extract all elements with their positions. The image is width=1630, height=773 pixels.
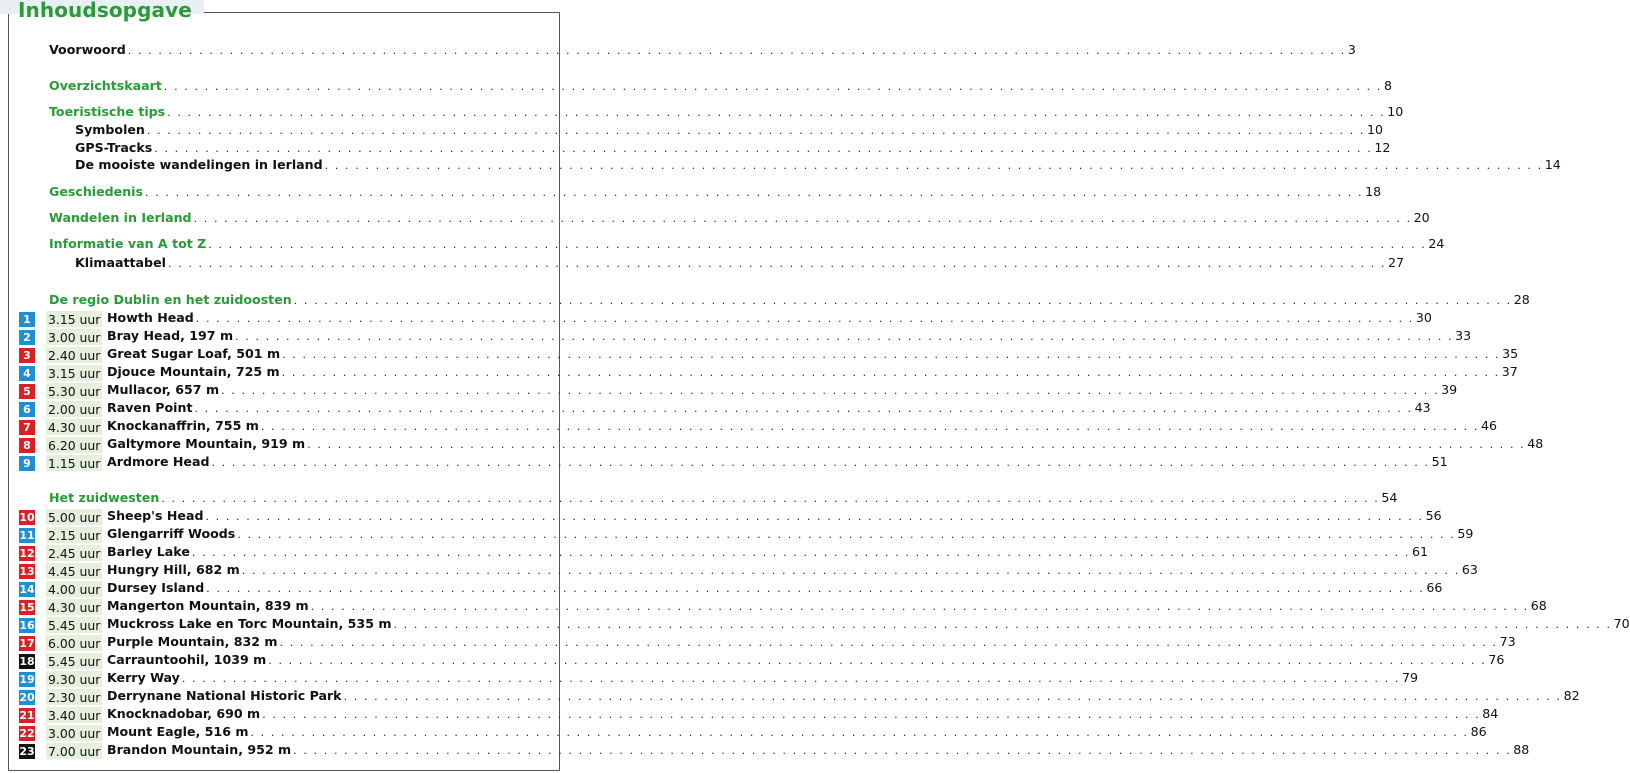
- tour-number-badge: 22: [19, 727, 35, 740]
- page-number: 3: [1347, 42, 1356, 57]
- toc-entry: [0, 184, 1382, 202]
- dot-leader: . . . . . . . . . . . . . . . . . . . . . . . . . . . . . . . . . . . . . . . . . . . . . . . . . . . . . . . . . . . . . . . . . . . . . . . . . . . . . . . . . . . . . . . . . . . . . . . . . . . . . . . . . . . . . . . . . . . . . . . .: [260, 420, 1479, 433]
- dot-leader: . . . . . . . . . . . . . . . . . . . . . . . . . . . . . . . . . . . . . . . . . . . . . . . . . . . . . . . . . . . . . . . . . . . . . . . . . . . . . . . . . . . . . . . . . . . . . . . . . . . . . . . . . . . . . . . . . . . . . . . .: [206, 582, 1425, 595]
- page-number: 56: [1425, 508, 1442, 523]
- dot-leader: . . . . . . . . . . . . . . . . . . . . . . . . . . . . . . . . . . . . . . . . . . . . . . . . . . . . . . . . . . . . . . . . . . . . . . . . . . . . . . . . . . . . . . . . . . . . . . . . . . . . . . . . . . . . . . . . . . . . . . . .: [262, 708, 1481, 721]
- entry-label: Wandelen in Ierland: [49, 210, 192, 225]
- tour-duration: 2.40 uur: [48, 347, 101, 363]
- tour-number-badge: 8: [19, 438, 35, 453]
- dot-leader: . . . . . . . . . . . . . . . . . . . . . . . . . . . . . . . . . . . . . . . . . . . . . . . . . . . . . . . . . . . . . . . . . . . . . . . . . . . . . . . . . . . . . . . . . . . . . . . . . . . . . . . . . . . . . . . . . . . . . . . .: [293, 744, 1512, 757]
- tour-number-badge: 10: [19, 511, 35, 524]
- page-number: 76: [1488, 652, 1505, 667]
- tour-duration: 6.00 uur: [48, 635, 101, 651]
- dot-leader: . . . . . . . . . . . . . . . . . . . . . . . . . . . . . . . . . . . . . . . . . . . . . . . . . . . . . . . . . . . . . . . . . . . . . . . . . . . . . . . . . . . . . . . . . . . . . . . . . . . . . . . . . . . . . . . . . . . . . . . .: [268, 654, 1487, 667]
- page-number: 18: [1365, 184, 1382, 199]
- entry-label: GPS-Tracks: [75, 140, 153, 155]
- entry-label: Carrauntoohil, 1039 m: [107, 652, 267, 667]
- tour-duration: 7.00 uur: [48, 743, 101, 759]
- page-number: 54: [1381, 490, 1398, 505]
- toc-entry: [0, 236, 1445, 254]
- toc-entry: [0, 140, 1391, 158]
- page-number: 37: [1501, 364, 1518, 379]
- dot-leader: . . . . . . . . . . . . . . . . . . . . . . . . . . . . . . . . . . . . . . . . . . . . . . . . . . . . . . . . . . . . . . . . . . . . . . . . . . . . . . . . . . . . . . . . . . . . . . . . . . . . . . . . . . . . . . . . . . . . . . . .: [343, 690, 1562, 703]
- page-number: 68: [1530, 598, 1547, 613]
- tour-number-badge: 14: [19, 583, 35, 596]
- page-number: 51: [1431, 454, 1448, 469]
- tour-number-badge: 18: [19, 655, 35, 668]
- dot-leader: . . . . . . . . . . . . . . . . . . . . . . . . . . . . . . . . . . . . . . . . . . . . . . . . . . . . . . . . . . . . . . . . . . . . . . . . . . . . . . . . . . . . . . . . . . . . . . . . . . . . . . . . . . . . . . . . . . . . . . . .: [235, 330, 1454, 343]
- tour-entry: [0, 706, 1499, 724]
- toc-entry: [0, 78, 1392, 96]
- tour-number-badge: 4: [19, 366, 35, 381]
- tour-entry: [0, 724, 1487, 742]
- page-number: 10: [1387, 104, 1404, 119]
- dot-leader: . . . . . . . . . . . . . . . . . . . . . . . . . . . . . . . . . . . . . . . . . . . . . . . . . . . . . . . . . . . . . . . . . . . . . . . . . . . . . . . . . . . . . . . . . . . . . . . . . . . . . . . . . . . . . . . . . . . . . . . .: [163, 80, 1382, 93]
- tour-entry: [0, 382, 1458, 400]
- tour-duration: 5.30 uur: [48, 383, 101, 399]
- tour-number-badge: 15: [19, 601, 35, 614]
- tour-entry: [0, 436, 1544, 454]
- toc-entry: [0, 255, 1405, 273]
- page-number: 30: [1415, 310, 1432, 325]
- dot-leader: . . . . . . . . . . . . . . . . . . . . . . . . . . . . . . . . . . . . . . . . . . . . . . . . . . . . . . . . . . . . . . . . . . . . . . . . . . . . . . . . . . . . . . . . . . . . . . . . . . . . . . . . . . . . . . . . . . . . . . . .: [167, 106, 1386, 119]
- page-number: 14: [1544, 157, 1561, 172]
- page-number: 86: [1470, 724, 1487, 739]
- page-title: Inhoudsopgave: [18, 0, 192, 22]
- entry-label: Kerry Way: [107, 670, 180, 685]
- dot-leader: . . . . . . . . . . . . . . . . . . . . . . . . . . . . . . . . . . . . . . . . . . . . . . . . . . . . . . . . . . . . . . . . . . . . . . . . . . . . . . . . . . . . . . . . . . . . . . . . . . . . . . . . . . . . . . . . . . . . . . . .: [191, 546, 1410, 559]
- dot-leader: . . . . . . . . . . . . . . . . . . . . . . . . . . . . . . . . . . . . . . . . . . . . . . . . . . . . . . . . . . . . . . . . . . . . . . . . . . . . . . . . . . . . . . . . . . . . . . . . . . . . . . . . . . . . . . . . . . . . . . . .: [146, 124, 1365, 137]
- entry-label: Voorwoord: [49, 42, 126, 57]
- dot-leader: . . . . . . . . . . . . . . . . . . . . . . . . . . . . . . . . . . . . . . . . . . . . . . . . . . . . . . . . . . . . . . . . . . . . . . . . . . . . . . . . . . . . . . . . . . . . . . . . . . . . . . . . . . . . . . . . . . . . . . . .: [205, 510, 1424, 523]
- tour-duration: 3.00 uur: [48, 725, 101, 741]
- tour-number-badge: 9: [19, 456, 35, 471]
- toc-entry: [0, 292, 1530, 310]
- tour-number-badge: 13: [19, 565, 35, 578]
- tour-duration: 5.00 uur: [48, 509, 101, 525]
- tour-entry: [0, 454, 1448, 472]
- entry-label: Muckross Lake en Torc Mountain, 535 m: [107, 616, 392, 631]
- dot-leader: . . . . . . . . . . . . . . . . . . . . . . . . . . . . . . . . . . . . . . . . . . . . . . . . . . . . . . . . . . . . . . . . . . . . . . . . . . . . . . . . . . . . . . . . . . . . . . . . . . . . . . . . . . . . . . . . . . . . . . . .: [310, 600, 1529, 613]
- page-number: 8: [1383, 78, 1392, 93]
- entry-label: Purple Mountain, 832 m: [107, 634, 278, 649]
- tour-number-badge: 3: [19, 348, 35, 363]
- entry-label: Knockanaffrin, 755 m: [107, 418, 259, 433]
- tour-duration: 3.40 uur: [48, 707, 101, 723]
- tour-entry: [0, 562, 1478, 580]
- entry-label: Dursey Island: [107, 580, 205, 595]
- dot-leader: . . . . . . . . . . . . . . . . . . . . . . . . . . . . . . . . . . . . . . . . . . . . . . . . . . . . . . . . . . . . . . . . . . . . . . . . . . . . . . . . . . . . . . . . . . . . . . . . . . . . . . . . . . . . . . . . . . . . . . . .: [127, 44, 1346, 57]
- page-number: 24: [1428, 236, 1445, 251]
- entry-label: Great Sugar Loaf, 501 m: [107, 346, 281, 361]
- dot-leader: . . . . . . . . . . . . . . . . . . . . . . . . . . . . . . . . . . . . . . . . . . . . . . . . . . . . . . . . . . . . . . . . . . . . . . . . . . . . . . . . . . . . . . . . . . . . . . . . . . . . . . . . . . . . . . . . . . . . . . . .: [194, 402, 1413, 415]
- dot-leader: . . . . . . . . . . . . . . . . . . . . . . . . . . . . . . . . . . . . . . . . . . . . . . . . . . . . . . . . . . . . . . . . . . . . . . . . . . . . . . . . . . . . . . . . . . . . . . . . . . . . . . . . . . . . . . . . . . . . . . . .: [324, 159, 1543, 172]
- entry-label: Ardmore Head: [107, 454, 210, 469]
- page-number: 48: [1527, 436, 1544, 451]
- dot-leader: . . . . . . . . . . . . . . . . . . . . . . . . . . . . . . . . . . . . . . . . . . . . . . . . . . . . . . . . . . . . . . . . . . . . . . . . . . . . . . . . . . . . . . . . . . . . . . . . . . . . . . . . . . . . . . . . . . . . . . . .: [237, 528, 1456, 541]
- dot-leader: . . . . . . . . . . . . . . . . . . . . . . . . . . . . . . . . . . . . . . . . . . . . . . . . . . . . . . . . . . . . . . . . . . . . . . . . . . . . . . . . . . . . . . . . . . . . . . . . . . . . . . . . . . . . . . . . . . . . . . . .: [195, 312, 1414, 325]
- tour-duration: 4.30 uur: [48, 419, 101, 435]
- toc-entry: [0, 490, 1398, 508]
- page-number: 66: [1426, 580, 1443, 595]
- page-number: 79: [1401, 670, 1418, 685]
- page-number: 46: [1480, 418, 1497, 433]
- entry-label: Symbolen: [75, 122, 145, 137]
- entry-label: Raven Point: [107, 400, 193, 415]
- dot-leader: . . . . . . . . . . . . . . . . . . . . . . . . . . . . . . . . . . . . . . . . . . . . . . . . . . . . . . . . . . . . . . . . . . . . . . . . . . . . . . . . . . . . . . . . . . . . . . . . . . . . . . . . . . . . . . . . . . . . . . . .: [393, 618, 1612, 631]
- tour-entry: [0, 328, 1472, 346]
- tour-entry: [0, 634, 1516, 652]
- tour-duration: 2.15 uur: [48, 527, 101, 543]
- entry-label: Glengarriff Woods: [107, 526, 236, 541]
- page-number: 35: [1502, 346, 1519, 361]
- dot-leader: . . . . . . . . . . . . . . . . . . . . . . . . . . . . . . . . . . . . . . . . . . . . . . . . . . . . . . . . . . . . . . . . . . . . . . . . . . . . . . . . . . . . . . . . . . . . . . . . . . . . . . . . . . . . . . . . . . . . . . . .: [145, 186, 1364, 199]
- tour-number-badge: 2: [19, 330, 35, 345]
- entry-label: Het zuidwesten: [49, 490, 160, 505]
- tour-duration: 5.45 uur: [48, 617, 101, 633]
- tour-entry: [0, 364, 1518, 382]
- page-number: 20: [1413, 210, 1430, 225]
- entry-label: Sheep's Head: [107, 508, 204, 523]
- page-number: 88: [1513, 742, 1530, 757]
- dot-leader: . . . . . . . . . . . . . . . . . . . . . . . . . . . . . . . . . . . . . . . . . . . . . . . . . . . . . . . . . . . . . . . . . . . . . . . . . . . . . . . . . . . . . . . . . . . . . . . . . . . . . . . . . . . . . . . . . . . . . . . .: [307, 438, 1526, 451]
- tour-entry: [0, 544, 1428, 562]
- tour-entry: [0, 508, 1442, 526]
- dot-leader: . . . . . . . . . . . . . . . . . . . . . . . . . . . . . . . . . . . . . . . . . . . . . . . . . . . . . . . . . . . . . . . . . . . . . . . . . . . . . . . . . . . . . . . . . . . . . . . . . . . . . . . . . . . . . . . . . . . . . . . .: [241, 564, 1460, 577]
- entry-label: Howth Head: [107, 310, 194, 325]
- toc-entry: [0, 210, 1430, 228]
- tour-entry: [0, 742, 1530, 760]
- tour-number-badge: 7: [19, 420, 35, 435]
- tour-number-badge: 6: [19, 402, 35, 417]
- page-number: 43: [1414, 400, 1431, 415]
- entry-label: Overzichtskaart: [49, 78, 162, 93]
- dot-leader: . . . . . . . . . . . . . . . . . . . . . . . . . . . . . . . . . . . . . . . . . . . . . . . . . . . . . . . . . . . . . . . . . . . . . . . . . . . . . . . . . . . . . . . . . . . . . . . . . . . . . . . . . . . . . . . . . . . . . . . .: [211, 456, 1430, 469]
- tour-entry: [0, 418, 1497, 436]
- entry-label: Derrynane National Historic Park: [107, 688, 342, 703]
- tour-number-badge: 12: [19, 547, 35, 560]
- tour-number-badge: 5: [19, 384, 35, 399]
- tour-number-badge: 23: [19, 745, 35, 758]
- tour-number-badge: 1: [19, 312, 35, 327]
- tour-duration: 2.00 uur: [48, 401, 101, 417]
- entry-label: Brandon Mountain, 952 m: [107, 742, 292, 757]
- tour-number-badge: 20: [19, 691, 35, 704]
- page-number: 12: [1374, 140, 1391, 155]
- tour-duration: 3.15 uur: [48, 311, 101, 327]
- entry-label: De mooiste wandelingen in Ierland: [75, 157, 323, 172]
- entry-label: Hungry Hill, 682 m: [107, 562, 240, 577]
- tour-number-badge: 16: [19, 619, 35, 632]
- entry-label: Mount Eagle, 516 m: [107, 724, 249, 739]
- entry-label: Mullacor, 657 m: [107, 382, 220, 397]
- dot-leader: . . . . . . . . . . . . . . . . . . . . . . . . . . . . . . . . . . . . . . . . . . . . . . . . . . . . . . . . . . . . . . . . . . . . . . . . . . . . . . . . . . . . . . . . . . . . . . . . . . . . . . . . . . . . . . . . . . . . . . . .: [293, 294, 1512, 307]
- page-number: 33: [1455, 328, 1472, 343]
- tour-duration: 1.15 uur: [48, 455, 101, 471]
- tour-entry: [0, 688, 1580, 706]
- dot-leader: . . . . . . . . . . . . . . . . . . . . . . . . . . . . . . . . . . . . . . . . . . . . . . . . . . . . . . . . . . . . . . . . . . . . . . . . . . . . . . . . . . . . . . . . . . . . . . . . . . . . . . . . . . . . . . . . . . . . . . . .: [181, 672, 1400, 685]
- dot-leader: . . . . . . . . . . . . . . . . . . . . . . . . . . . . . . . . . . . . . . . . . . . . . . . . . . . . . . . . . . . . . . . . . . . . . . . . . . . . . . . . . . . . . . . . . . . . . . . . . . . . . . . . . . . . . . . . . . . . . . . .: [221, 384, 1440, 397]
- entry-label: Toeristische tips: [49, 104, 166, 119]
- dot-leader: . . . . . . . . . . . . . . . . . . . . . . . . . . . . . . . . . . . . . . . . . . . . . . . . . . . . . . . . . . . . . . . . . . . . . . . . . . . . . . . . . . . . . . . . . . . . . . . . . . . . . . . . . . . . . . . . . . . . . . . .: [208, 238, 1427, 251]
- tour-number-badge: 17: [19, 637, 35, 650]
- page-number: 84: [1482, 706, 1499, 721]
- tour-duration: 4.45 uur: [48, 563, 101, 579]
- page-number: 61: [1411, 544, 1428, 559]
- tour-duration: 9.30 uur: [48, 671, 101, 687]
- entry-label: Djouce Mountain, 725 m: [107, 364, 280, 379]
- tour-number-badge: 19: [19, 673, 35, 686]
- entry-label: Mangerton Mountain, 839 m: [107, 598, 309, 613]
- tour-entry: [0, 310, 1432, 328]
- dot-leader: . . . . . . . . . . . . . . . . . . . . . . . . . . . . . . . . . . . . . . . . . . . . . . . . . . . . . . . . . . . . . . . . . . . . . . . . . . . . . . . . . . . . . . . . . . . . . . . . . . . . . . . . . . . . . . . . . . . . . . . .: [279, 636, 1498, 649]
- dot-leader: . . . . . . . . . . . . . . . . . . . . . . . . . . . . . . . . . . . . . . . . . . . . . . . . . . . . . . . . . . . . . . . . . . . . . . . . . . . . . . . . . . . . . . . . . . . . . . . . . . . . . . . . . . . . . . . . . . . . . . . .: [167, 257, 1387, 270]
- tour-duration: 4.30 uur: [48, 599, 101, 615]
- tour-entry: [0, 598, 1547, 616]
- page-number: 63: [1461, 562, 1478, 577]
- tour-entry: [0, 580, 1443, 598]
- page-number: 59: [1457, 526, 1474, 541]
- entry-label: Geschiedenis: [49, 184, 143, 199]
- tour-number-badge: 11: [19, 529, 35, 542]
- page-number: 28: [1513, 292, 1530, 307]
- tour-entry: [0, 400, 1431, 418]
- tour-number-badge: 21: [19, 709, 35, 722]
- tour-duration: 4.00 uur: [48, 581, 101, 597]
- tour-entry: [0, 616, 1630, 634]
- entry-label: Klimaattabel: [75, 255, 166, 270]
- tour-duration: 3.15 uur: [48, 365, 101, 381]
- entry-label: Bray Head, 197 m: [107, 328, 234, 343]
- entry-label: Knocknadobar, 690 m: [107, 706, 261, 721]
- entry-label: De regio Dublin en het zuidoosten: [49, 292, 292, 307]
- toc-entry: [0, 122, 1384, 140]
- dot-leader: . . . . . . . . . . . . . . . . . . . . . . . . . . . . . . . . . . . . . . . . . . . . . . . . . . . . . . . . . . . . . . . . . . . . . . . . . . . . . . . . . . . . . . . . . . . . . . . . . . . . . . . . . . . . . . . . . . . . . . . .: [250, 726, 1469, 739]
- dot-leader: . . . . . . . . . . . . . . . . . . . . . . . . . . . . . . . . . . . . . . . . . . . . . . . . . . . . . . . . . . . . . . . . . . . . . . . . . . . . . . . . . . . . . . . . . . . . . . . . . . . . . . . . . . . . . . . . . . . . . . . .: [281, 366, 1500, 379]
- dot-leader: . . . . . . . . . . . . . . . . . . . . . . . . . . . . . . . . . . . . . . . . . . . . . . . . . . . . . . . . . . . . . . . . . . . . . . . . . . . . . . . . . . . . . . . . . . . . . . . . . . . . . . . . . . . . . . . . . . . . . . . .: [282, 348, 1501, 361]
- tour-duration: 2.30 uur: [48, 689, 101, 705]
- tour-duration: 5.45 uur: [48, 653, 101, 669]
- page-number: 39: [1441, 382, 1458, 397]
- toc-entry: [0, 42, 1356, 60]
- page-number: 27: [1388, 255, 1405, 270]
- entry-label: Barley Lake: [107, 544, 190, 559]
- tour-duration: 2.45 uur: [48, 545, 101, 561]
- page-number: 70: [1613, 616, 1630, 631]
- tour-entry: [0, 670, 1418, 688]
- tour-entry: [0, 346, 1519, 364]
- dot-leader: . . . . . . . . . . . . . . . . . . . . . . . . . . . . . . . . . . . . . . . . . . . . . . . . . . . . . . . . . . . . . . . . . . . . . . . . . . . . . . . . . . . . . . . . . . . . . . . . . . . . . . . . . . . . . . . . . . . . . . . .: [193, 212, 1412, 225]
- entry-label: Galtymore Mountain, 919 m: [107, 436, 306, 451]
- toc-entry: [0, 104, 1404, 122]
- page-number: 73: [1499, 634, 1516, 649]
- page-number: 10: [1367, 122, 1384, 137]
- tour-entry: [0, 652, 1505, 670]
- tour-entry: [0, 526, 1474, 544]
- tour-duration: 6.20 uur: [48, 437, 101, 453]
- tour-duration: 3.00 uur: [48, 329, 101, 345]
- toc-entry: [0, 157, 1561, 175]
- dot-leader: . . . . . . . . . . . . . . . . . . . . . . . . . . . . . . . . . . . . . . . . . . . . . . . . . . . . . . . . . . . . . . . . . . . . . . . . . . . . . . . . . . . . . . . . . . . . . . . . . . . . . . . . . . . . . . . . . . . . . . . .: [154, 142, 1373, 155]
- entry-label: Informatie van A tot Z: [49, 236, 207, 251]
- page-number: 82: [1563, 688, 1580, 703]
- dot-leader: . . . . . . . . . . . . . . . . . . . . . . . . . . . . . . . . . . . . . . . . . . . . . . . . . . . . . . . . . . . . . . . . . . . . . . . . . . . . . . . . . . . . . . . . . . . . . . . . . . . . . . . . . . . . . . . . . . . . . . . .: [161, 492, 1380, 505]
